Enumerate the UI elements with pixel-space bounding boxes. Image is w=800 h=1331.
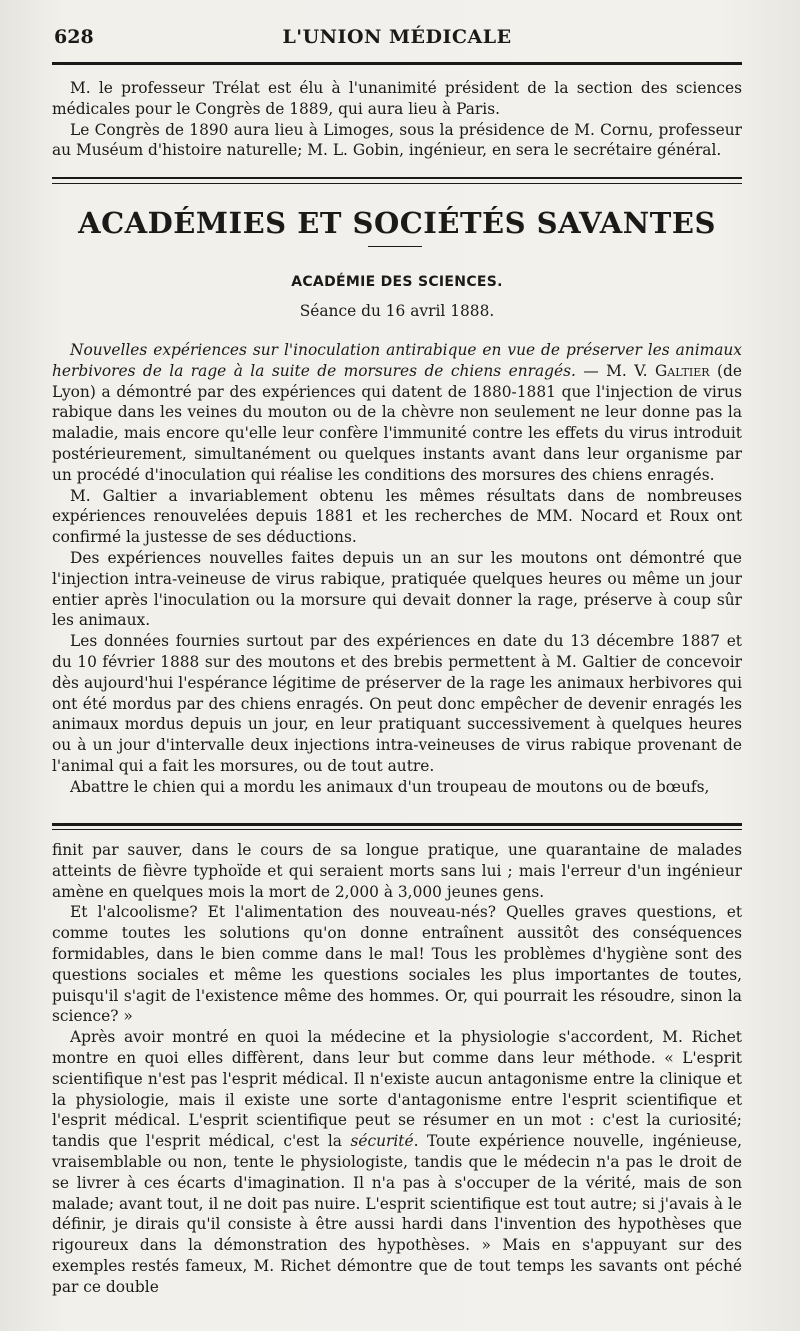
paragraph: Abattre le chien qui a mordu les animaux d'un troupeau de moutons ou de bœufs, — [70, 777, 710, 796]
paragraph: Les données fournies surtout par des expériences en date du 13 décembre 1887 et du 10 février 1888 sur des moutons et des brebis permettent à M. Galtier de concevoir dès aujourd'hui l'espérance légitime de préserver de la rage les animaux herbivores qui ont été mordus par des chiens enragés. On peut donc empêcher de devenir enragés les animaux mordus depuis un jour, en leur pratiquant successivement à quelques heures ou à un jour d'intervalle deux injections intra-veineuses de virus rabique provenant de l'animal qui a fait les morsures, ou de tout autre. — [52, 632, 742, 775]
paragraph: M. Galtier a invariablement obtenu les mêmes résultats dans de nombreuses expériences renouvelées depuis 1881 et les recherches de MM. Nocard et Roux ont confirmé la justesse de ses déductions. — [52, 486, 742, 547]
paragraph: M. le professeur Trélat est élu à l'unanimité président de la section des sciences médicales pour le Congrès de 1889, qui aura lieu à Paris. — [52, 79, 742, 118]
bottom-text-block — [52, 840, 742, 1298]
article-title: Nouvelles expériences sur l'inoculation antirabique en vue de préserver les animaux herbivores de la rage à la suite de morsures de chiens enragés. — [52, 341, 742, 380]
section-subtitle: ACADÉMIE DES SCIENCES. — [291, 274, 503, 290]
section-double-rule-bottom — [52, 183, 742, 184]
page-number: 628 — [54, 26, 94, 48]
running-title: L'UNION MÉDICALE — [282, 26, 512, 48]
paragraph: Et l'alcoolisme? Et l'alimentation des nouveau-nés? Quelles graves questions, et comme toutes les solutions qu'on donne entraînent aussitôt des conséquences formidables, dans le bien comme dans le mal! Tous les problèmes d'hygiène sont des questions sociales et même les questions sociales les plus importantes de toutes, puisqu'il s'agit de l'existence même des hommes. Or, qui pourrait les résoudre, sinon la science? » — [52, 903, 742, 1026]
academie-text-block — [52, 340, 742, 798]
author-name: Galtier — [654, 361, 710, 380]
column-break-rule-top — [52, 823, 742, 826]
top-text-block — [52, 78, 742, 161]
page-header — [52, 26, 742, 54]
paragraph: Des expériences nouvelles faites depuis un an sur les moutons ont démontré que l'injection intra-veineuse de virus rabique, pratiquée quelques heures ou même un jour entier après l'inoculation ou la morsure qui devait donner la rage, préserve à coup sûr les animaux. — [52, 548, 742, 630]
paragraph: Nouvelles expériences sur l'inoculation antirabique en vue de préserver les animaux herbivores de la rage à la suite de morsures de chiens enragés. — M. V. Galtier (de Lyon) a démontré par des expériences qui datent de 1880-1881 que l'injection de virus rabique dans les veines du mouton ou de la chèvre non seulement ne leur donne pas la maladie, mais encore qu'elle leur confère l'immunité contre les effets du virus introduit postérieurement, simultanément ou quelques instants avant dans leur organisme par un procédé d'inoculation qui réalise les conditions des morsures des chiens enragés. — [52, 341, 742, 484]
section-title: ACADÉMIES ET SOCIÉTÉS SAVANTES — [78, 206, 716, 240]
paragraph: Après avoir montré en quoi la médecine et la physiologie s'accordent, M. Richet montre en quoi elles diffèrent, dans leur but comme dans leur méthode. « L'esprit scientifique n'est pas l'esprit médical. Il n'existe aucun antagonisme entre la clinique et la physiologie, mais il existe une sorte d'antagonisme entre l'esprit scientifique et l'esprit médical. L'esprit scientifique peut se résumer en un mot : c'est la curiosité; tandis que l'esprit médical, c'est la sécurité. Toute expérience nouvelle, ingénieuse, vraisemblable ou non, tente le physiologiste, tandis que le médecin n'a pas le droit de se livrer à ces écarts d'imagination. Il n'a pas à s'occuper de la vérité, mais de son malade; avant tout, il ne doit pas nuire. L'esprit scientifique est tout autre; si j'avais à le définir, je dirais qu'il consiste à être aussi hardi dans l'invention des hypothèses que rigoureux dans la démonstration des hypothèses. » Mais en s'appuyant sur des exemples restés fameux, M. Richet démontre que de tout temps les savants ont péché par ce double — [52, 1028, 742, 1296]
header-rule — [52, 62, 742, 65]
title-underline — [368, 246, 422, 247]
column-break-rule-bottom — [52, 829, 742, 830]
paragraph: finit par sauver, dans le cours de sa longue pratique, une quarantaine de malades atteints de fièvre typhoïde et qui seraient morts sans lui ; mais l'erreur d'un ingénieur amène en quelques mois la mort de 2,000 à 3,000 jeunes gens. — [52, 841, 742, 901]
section-double-rule-top — [52, 177, 742, 179]
paragraph: Le Congrès de 1890 aura lieu à Limoges, sous la présidence de M. Cornu, professeur au Muséum d'histoire naturelle; M. L. Gobin, ingénieur, en sera le secrétaire général. — [52, 120, 742, 160]
session-date: Séance du 16 avril 1888. — [299, 302, 495, 320]
